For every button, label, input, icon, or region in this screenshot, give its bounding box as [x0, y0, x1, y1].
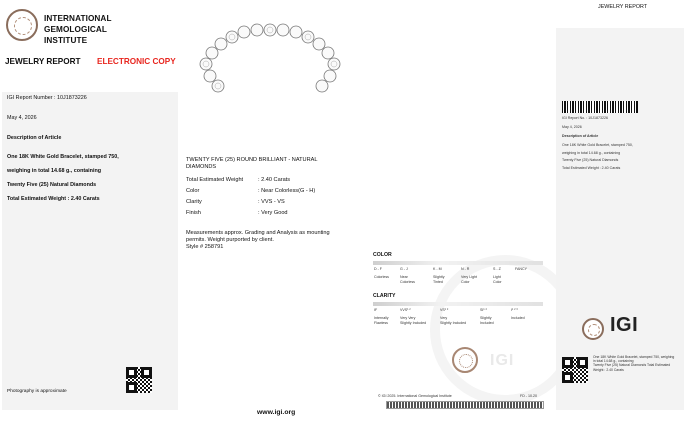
institute-line-2: GEMOLOGICAL [44, 25, 107, 34]
institute-line-3: INSTITUTE [44, 36, 88, 45]
color-desc-line: Color [493, 279, 502, 284]
grade-label: Clarity [186, 199, 202, 205]
grade-value: : Near Colorless(G - H) [258, 188, 316, 194]
grade-label: Finish [186, 210, 201, 216]
clarity-desc [440, 316, 466, 325]
bracelet-photo [190, 22, 350, 102]
security-strip [386, 401, 544, 409]
report-type: JEWELRY REPORT [5, 57, 81, 66]
description-line-1: One 18K White Gold Bracelet, stamped 750, [7, 154, 119, 160]
report-number: IGI Report Number : 10J1873226 [7, 95, 87, 101]
right-description-line: weighing in total 14.68 g., containing [562, 150, 621, 155]
color-scale-bar [373, 261, 543, 265]
color-desc-line: Slightly [433, 275, 445, 279]
clarity-scale-heading: CLARITY [373, 293, 396, 299]
igi-logo-icon [6, 9, 38, 41]
right-description-line: Total Estimated Weight : 2.40 Carats [562, 165, 621, 170]
right-description-heading: Description of Article [562, 134, 599, 138]
report-date: May 4, 2026 [7, 115, 37, 121]
right-report-number: IGI Report No. : 10J1873226 [562, 116, 608, 120]
clarity-desc-line: Flawless [374, 320, 388, 325]
clarity-desc-line: Included [480, 320, 494, 325]
clarity-desc-line: Slightly Included [400, 320, 427, 325]
style-number: Style # 258791 [186, 244, 224, 250]
clarity-grade: VVS¹ ² [400, 308, 411, 312]
copyright: © IGI 2025. International Gemological Institute [378, 394, 452, 398]
right-info-panel [556, 28, 684, 410]
right-summary-line: One 18K White Gold Bracelet, stamped 750, weighing [593, 355, 675, 359]
clarity-desc-line: Very [440, 316, 448, 320]
clarity-grade: VS¹ ² [440, 308, 449, 312]
description-heading: Description of Article [7, 135, 62, 141]
clarity-grade: SI¹ ² [480, 308, 487, 312]
stone-description-line-2: DIAMONDS [186, 164, 217, 170]
clarity-desc-line: Slightly Included [440, 320, 467, 325]
photo-note: Photography is approximate [7, 389, 67, 394]
clarity-desc-line: Very Very [400, 316, 416, 320]
right-summary-line: Twenty Five (25) Natural Diamonds Total Estimated [593, 363, 671, 368]
comment-line-2: permits. Weight purported by client. [186, 237, 274, 243]
color-grade: N - R [461, 267, 470, 271]
grade-label: Total Estimated Weight [186, 177, 244, 183]
color-grade: G - J [400, 267, 408, 271]
color-desc [433, 275, 445, 284]
description-line-4: Total Estimated Weight : 2.40 Carats [7, 196, 100, 202]
clarity-desc [511, 316, 525, 321]
clarity-grade: IF [374, 308, 378, 312]
grade-value: : 2.40 Carats [258, 177, 291, 183]
color-grade: S - Z [493, 267, 501, 271]
clarity-desc-line: Included [511, 316, 525, 320]
color-grade: K - M [433, 267, 442, 271]
stone-description-line-1: TWENTY FIVE (25) ROUND BRILLIANT - NATURAL [186, 157, 318, 163]
grade-value: : Very Good [258, 210, 288, 216]
color-desc [374, 275, 389, 280]
color-grade: D - F [374, 267, 382, 271]
right-report-type: JEWELRY REPORT [598, 4, 648, 10]
clarity-desc [374, 316, 389, 325]
igi-logo-icon [582, 318, 604, 340]
color-desc-line: Tinted [433, 279, 443, 284]
comment-line-1: Measurements approx. Grading and Analysis as mounting [186, 230, 330, 236]
color-desc [493, 275, 502, 284]
right-description-line: Twenty Five (25) Natural Diamonds [562, 158, 619, 162]
electronic-copy-label: ELECTRONIC COPY [97, 57, 176, 66]
color-desc [461, 275, 477, 284]
grade-value: : VVS - VS [258, 199, 285, 205]
right-summary [593, 355, 681, 372]
qr-code-icon[interactable] [126, 367, 152, 393]
stone-description [186, 157, 376, 171]
color-desc-line: Near [400, 275, 408, 279]
institute-name [44, 13, 112, 46]
igi-seal-icon [452, 347, 478, 373]
clarity-grade: I¹ ² ³ [511, 308, 518, 312]
color-desc-line: Colorless [374, 275, 389, 279]
website-link[interactable]: www.igi.org [257, 409, 296, 416]
color-desc [400, 275, 415, 284]
grade-label: Color [186, 188, 200, 194]
barcode-icon [562, 101, 638, 113]
form-code: FD - 10.20 [520, 394, 537, 398]
institute-line-1: INTERNATIONAL [44, 14, 112, 23]
comments [186, 230, 376, 251]
right-report-date: May 4, 2026 [562, 125, 582, 129]
clarity-desc-line: Slightly [480, 316, 492, 320]
right-description-line: One 18K White Gold Bracelet, stamped 750, [562, 143, 633, 147]
description-line-2: weighing in total 14.68 g., containing [7, 168, 102, 174]
clarity-scale-bar [373, 302, 543, 306]
watermark-brand: IGI [490, 352, 515, 369]
color-desc-line: Color [461, 279, 470, 284]
igi-brand: IGI [610, 314, 639, 336]
clarity-desc [480, 316, 494, 325]
color-desc-line: Colorless [400, 279, 415, 284]
color-desc-line: Very Light [461, 275, 477, 279]
clarity-desc-line: Internally [374, 316, 389, 320]
right-summary-line: in total 14.68 g., containing [593, 359, 634, 364]
color-scale-heading: COLOR [373, 252, 392, 258]
description-line-3: Twenty Five (25) Natural Diamonds [7, 182, 97, 188]
qr-code-icon[interactable] [562, 357, 588, 383]
right-summary-line: Weight : 2.40 Carats [593, 367, 624, 372]
color-desc-line: Light [493, 275, 501, 279]
color-grade: FANCY [515, 267, 527, 271]
clarity-desc [400, 316, 426, 325]
right-description [562, 143, 633, 170]
